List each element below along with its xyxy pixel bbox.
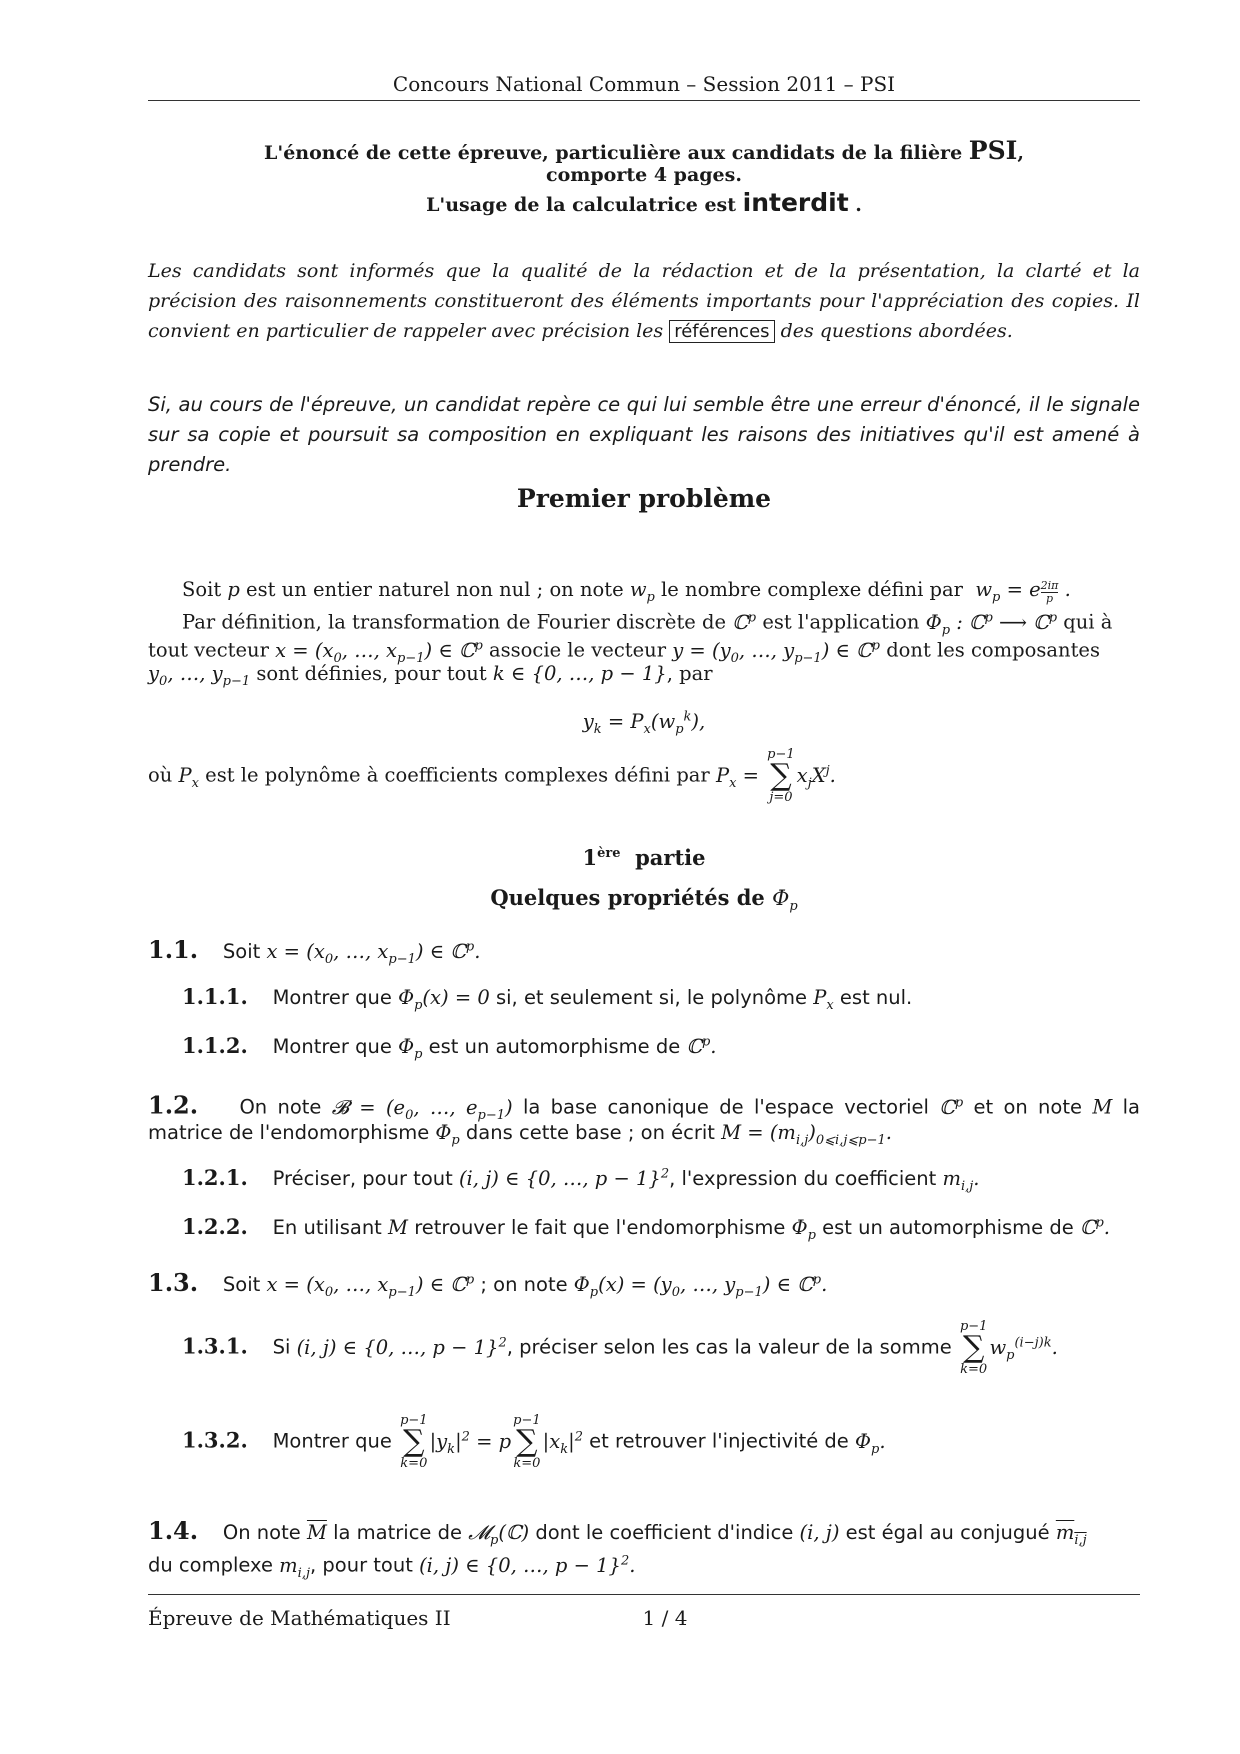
part-subtitle-text: Quelques propriétés de bbox=[490, 885, 773, 910]
references-box: références bbox=[669, 320, 774, 343]
question-text: est un automorphisme de bbox=[422, 1035, 687, 1058]
question-number: 1.2. bbox=[148, 1090, 199, 1120]
math-mp-c: 𝓜$_p$(ℂ) bbox=[468, 1521, 530, 1548]
math-phi-y: $\Phi_p(x) = (y_0$, …, $y_{p-1}$) ∈ ℂ$^p$. bbox=[573, 1272, 828, 1300]
def-text: , par bbox=[666, 662, 713, 685]
question-text: Si bbox=[272, 1335, 297, 1359]
question-text: si, et seulement si, le polynôme bbox=[489, 986, 814, 1009]
problem-title: Premier problème bbox=[516, 484, 772, 513]
question-1-2-2 bbox=[182, 1214, 1110, 1243]
footer-rule bbox=[148, 1594, 1140, 1595]
question-text: est nul. bbox=[833, 986, 913, 1009]
question-text: On note bbox=[222, 1521, 307, 1544]
math-cp: ℂ$^p$ bbox=[939, 1095, 964, 1119]
question-1-3 bbox=[148, 1268, 827, 1300]
question-text: Préciser, pour tout bbox=[272, 1167, 459, 1190]
question-text: Montrer que bbox=[272, 986, 399, 1009]
def-text: est l'application bbox=[756, 610, 926, 634]
question-text: Montrer que bbox=[272, 1429, 399, 1453]
def-text: associe le vecteur bbox=[482, 638, 673, 662]
question-1-1 bbox=[148, 935, 480, 967]
part-heading bbox=[148, 845, 1140, 870]
definition-line-4 bbox=[148, 659, 1140, 696]
question-1-1-2 bbox=[182, 1033, 717, 1062]
def-text: Soit bbox=[182, 578, 228, 601]
definition-line-5 bbox=[148, 748, 1140, 804]
math-ij-range: (i, j) ∈ {0, …, p − 1}$^2$ bbox=[458, 1166, 670, 1190]
math-phi-zero: $\Phi_p(x) = 0$ bbox=[398, 986, 490, 1013]
math-x-vector: $x = (x_0$, …, $x_{p-1}$) ∈ ℂ$^p$. bbox=[266, 939, 481, 967]
header-rule bbox=[148, 100, 1140, 101]
notice-paragraph-1 bbox=[148, 256, 1140, 347]
part-ordinal: 1 bbox=[582, 845, 598, 870]
math-px: $P_x$ bbox=[813, 986, 834, 1013]
question-text: dont le coefficient d'indice bbox=[529, 1521, 800, 1544]
intro-text: L'énoncé de cette épreuve, particulière aux candidats de la filière bbox=[264, 142, 969, 164]
intro-line-3 bbox=[148, 188, 1140, 217]
math-phi-p: $\Phi_p$ bbox=[435, 1121, 460, 1148]
question-number: 1.2.1. bbox=[182, 1165, 248, 1190]
math-x-vector: $x = (x_0$, …, $x_{p-1}$) ∈ ℂ$^p$ bbox=[275, 638, 483, 666]
intro-punct: , bbox=[1017, 142, 1024, 164]
question-1-1-1 bbox=[182, 984, 912, 1013]
math-phi-p: $\Phi_p$ bbox=[791, 1216, 816, 1243]
math-phi-map: $\Phi_p$ : ℂ$^p$ ⟶ ℂ$^p$ bbox=[925, 610, 1058, 638]
math-phi-p: $\Phi_p$ bbox=[398, 1035, 423, 1062]
math-mij: $m_{i,j}$ bbox=[279, 1553, 310, 1581]
math-cp: ℂ$^p$. bbox=[686, 1034, 717, 1058]
notice-paragraph-2: Si, au cours de l'épreuve, un candidat repère ce qui lui semble être une erreur d'énoncé, il le signale sur sa copie et poursuit sa composition en expliquant les raisons des initiatives qu'il est amené à prendre. bbox=[148, 393, 1140, 476]
def-text: tout vecteur bbox=[148, 638, 276, 662]
math-y-components: $y_0$, …, $y_{p-1}$ bbox=[148, 662, 251, 689]
question-number: 1.3.1. bbox=[182, 1333, 248, 1359]
header-title: Concours National Commun – Session 2011 – PSI bbox=[392, 72, 896, 96]
math-y-vector: $y = (y_0$, …, $y_{p-1}$) ∈ ℂ$^p$ bbox=[672, 638, 880, 666]
question-text: ; on note bbox=[474, 1273, 574, 1296]
question-1-3-1 bbox=[182, 1320, 1058, 1376]
math-phi-p: $\Phi_p$ bbox=[772, 886, 798, 915]
question-text: la bbox=[1112, 1095, 1140, 1119]
question-1-4-line-2 bbox=[148, 1546, 1140, 1587]
math-yk-formula: $y_k = P_x(w_p^k)$, bbox=[582, 709, 706, 737]
intro-punct: . bbox=[848, 194, 862, 216]
math-parseval: p−1 ∑ k=0 $|y_k|^2 = p$ p−1 ∑ k=0 $|x_k|^2$ bbox=[400, 1413, 583, 1471]
question-text: la matrice de bbox=[326, 1521, 469, 1544]
math-phi-p: $\Phi_p$. bbox=[855, 1429, 886, 1457]
def-text: le nombre complexe défini par bbox=[654, 578, 970, 601]
question-text: et on note bbox=[963, 1095, 1093, 1119]
math-k-range: k ∈ {0, …, p − 1} bbox=[492, 662, 667, 685]
math-m: M bbox=[1092, 1095, 1113, 1119]
math-wp: $w_p$ bbox=[629, 578, 655, 605]
def-text: est un entier naturel non nul ; on note bbox=[239, 578, 630, 601]
part-label: partie bbox=[635, 845, 706, 870]
math-ij-range: (i, j) ∈ {0, …, p − 1}$^2$. bbox=[419, 1553, 636, 1577]
question-text: du complexe bbox=[148, 1553, 280, 1577]
question-text: Montrer que bbox=[272, 1035, 399, 1058]
question-1-2-1 bbox=[182, 1165, 979, 1194]
math-ij: (i, j) bbox=[799, 1521, 840, 1544]
question-text: , préciser selon les cas la valeur de la somme bbox=[506, 1335, 958, 1359]
question-text: dans cette base ; on écrit bbox=[459, 1121, 722, 1144]
math-mij-bar: $m_{i,j}$ bbox=[1055, 1521, 1087, 1548]
question-number: 1.1.1. bbox=[182, 984, 248, 1009]
def-text: où bbox=[148, 763, 179, 787]
question-text: On note bbox=[239, 1095, 332, 1119]
math-px-formula: $P_x$ = p−1 ∑ j=0 $x_jX^j$. bbox=[715, 747, 836, 805]
intro-interdit: interdit bbox=[742, 188, 849, 217]
question-number: 1.3.2. bbox=[182, 1427, 248, 1453]
question-text: retrouver le fait que l'endomorphisme bbox=[408, 1216, 792, 1239]
def-text: dont les composantes bbox=[880, 638, 1100, 662]
question-text: la base canonique de l'espace vectoriel bbox=[512, 1095, 940, 1119]
intro-filiere: PSI bbox=[968, 136, 1018, 165]
question-number: 1.2.2. bbox=[182, 1214, 248, 1239]
math-basis: 𝓑 = ($e_0$, …, $e_{p-1}$) bbox=[331, 1095, 513, 1123]
question-text: Soit bbox=[222, 940, 267, 963]
question-text: , l'expression du coefficient bbox=[669, 1167, 943, 1190]
question-number: 1.4. bbox=[148, 1516, 199, 1545]
part-ordinal-sup: ère bbox=[597, 846, 621, 861]
def-text: est le polynôme à coefficients complexes défini par bbox=[198, 763, 716, 787]
question-1-3-2 bbox=[182, 1414, 886, 1470]
math-m-bar: $\overline{M}$ bbox=[306, 1521, 327, 1544]
intro-line-1 bbox=[148, 136, 1140, 165]
question-number: 1.1.2. bbox=[182, 1033, 248, 1058]
question-number: 1.1. bbox=[148, 935, 199, 964]
question-1-2-line-2 bbox=[148, 1118, 1140, 1155]
math-sum-wp: p−1 ∑ k=0 $w_p^{(i-j)k}$. bbox=[959, 1319, 1058, 1377]
question-text: En utilisant bbox=[272, 1216, 389, 1239]
math-m: M bbox=[388, 1216, 408, 1239]
question-text: est égal au conjugué bbox=[839, 1521, 1056, 1544]
formula-yk bbox=[148, 702, 1140, 743]
notice-text: des questions abordées. bbox=[774, 320, 1013, 342]
question-number: 1.3. bbox=[148, 1268, 199, 1297]
def-text: qui à bbox=[1057, 610, 1113, 634]
math-p: p bbox=[227, 578, 240, 601]
math-cp: ℂ$^p$. bbox=[1079, 1215, 1110, 1239]
intro-line-2: comporte 4 pages. bbox=[546, 164, 742, 186]
math-wp-definition: $w_p = e$ $\frac{2i\pi}{p}$ . bbox=[969, 578, 1071, 605]
question-text: est un automorphisme de bbox=[815, 1216, 1080, 1239]
part-subtitle bbox=[148, 885, 1140, 914]
def-text: Par définition, la transformation de Fourier discrète de bbox=[182, 610, 733, 634]
math-cp: ℂ$^p$ bbox=[732, 610, 757, 634]
question-text: matrice de l'endomorphisme bbox=[148, 1121, 436, 1144]
def-text: sont définies, pour tout bbox=[250, 662, 493, 685]
question-text: , pour tout bbox=[310, 1553, 420, 1577]
question-text: Soit bbox=[222, 1273, 267, 1296]
question-text: et retrouver l'injectivité de bbox=[582, 1429, 855, 1453]
math-ij-range: (i, j) ∈ {0, …, p − 1}$^2$ bbox=[296, 1335, 507, 1359]
intro-text: L'usage de la calculatrice est bbox=[426, 194, 743, 216]
math-m-matrix: $M = (m_{i,j})_{0⩽i,j⩽p-1}$. bbox=[721, 1121, 892, 1148]
math-px: $P_x$ bbox=[178, 763, 199, 791]
math-x-vector: $x = (x_0$, …, $x_{p-1}$) ∈ ℂ$^p$ bbox=[266, 1272, 475, 1300]
notice-text: Les candidats sont informés que la qualité de la rédaction et de la présentation, la clarté et la précision des raisonnements constitueront des éléments importants pour l'appréciation des copies. Il convient en particulier de rappeler avec précision les bbox=[148, 260, 1140, 342]
footer-exam-name: Épreuve de Mathématiques II bbox=[148, 1606, 451, 1630]
math-mij: $m_{i,j}$. bbox=[942, 1167, 980, 1194]
footer-page-number: 1 / 4 bbox=[642, 1606, 688, 1630]
